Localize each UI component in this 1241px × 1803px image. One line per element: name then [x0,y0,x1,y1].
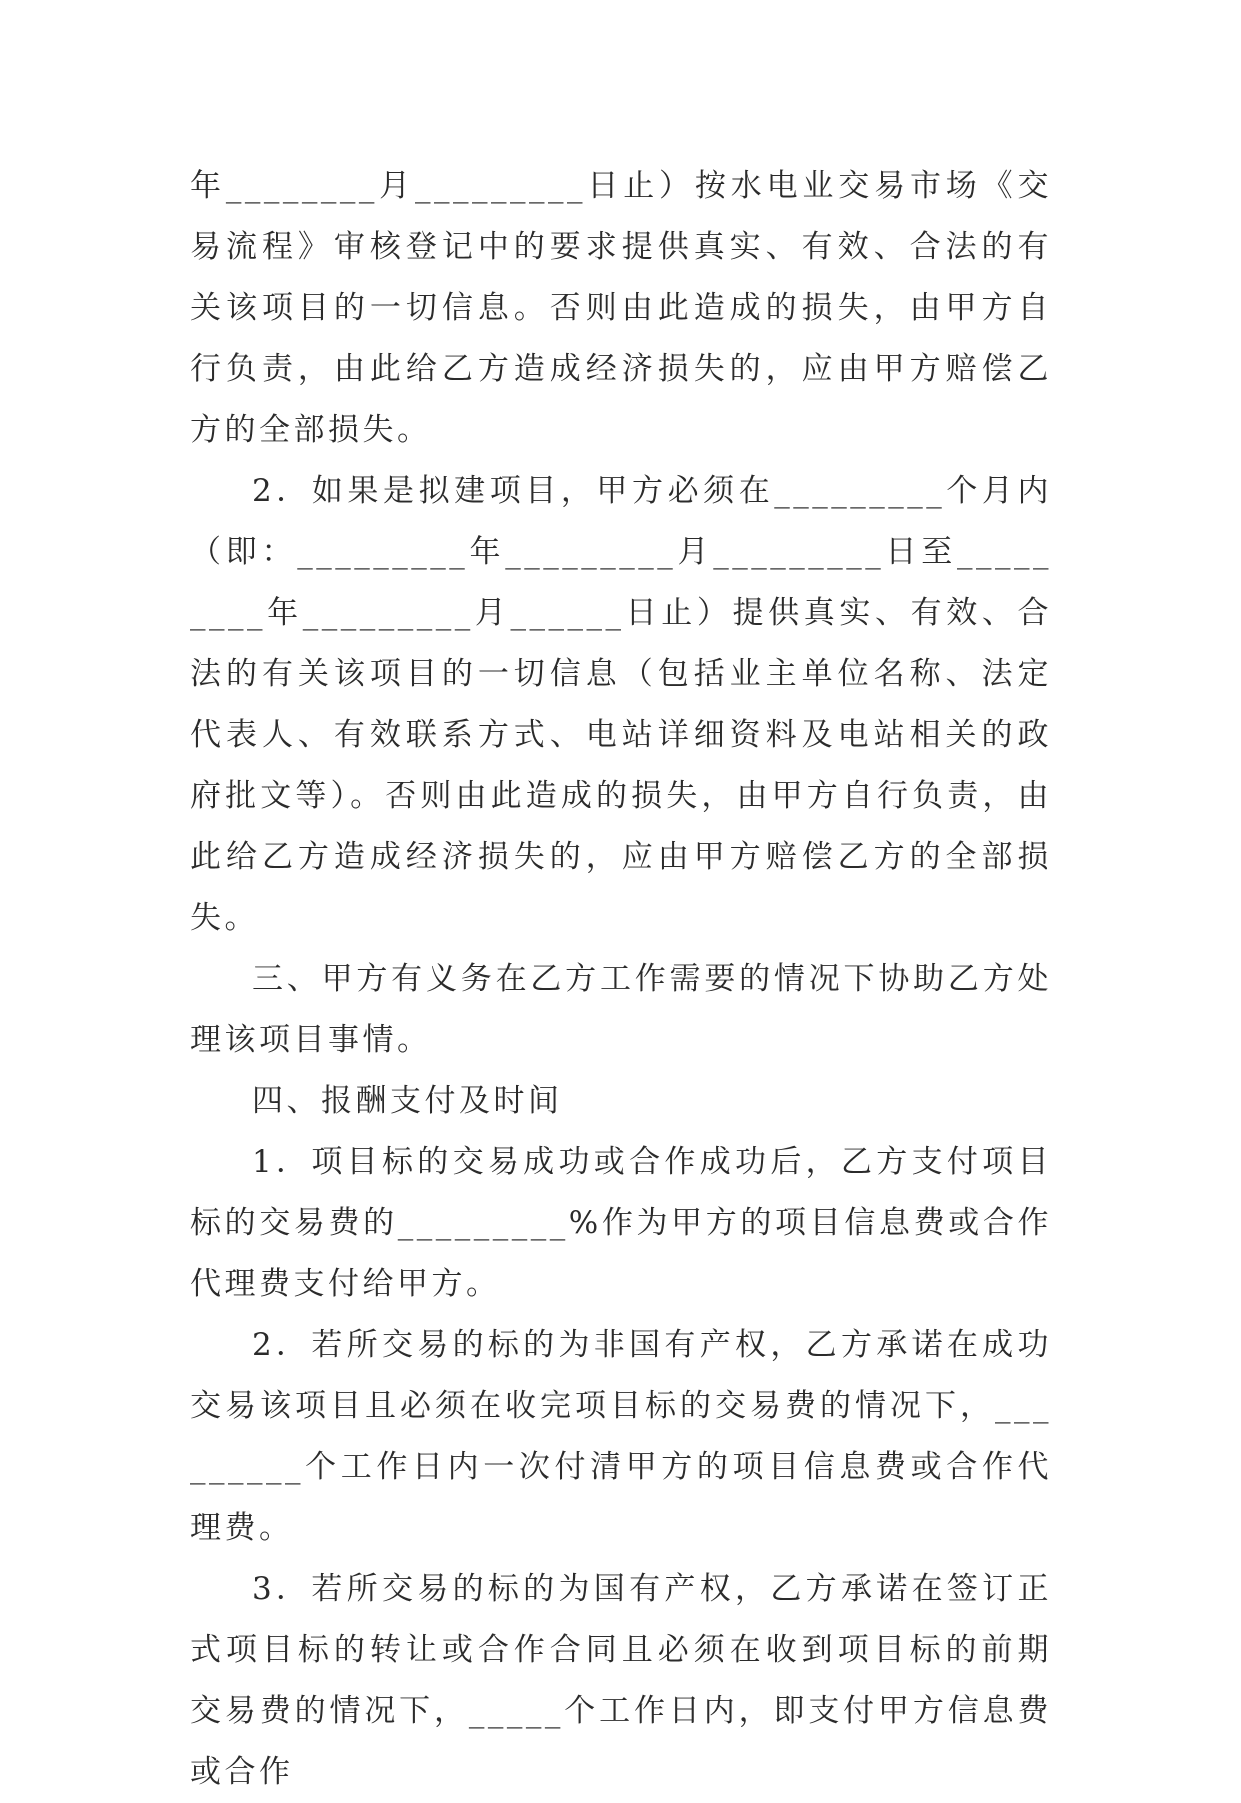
document-body [190,156,1052,1803]
paragraph-payment-3: 3．若所交易的标的为国有产权，乙方承诺在签订正式项目标的转让或合作合同且必须在收到项目标的前期交易费的情况下，_____个工作日内，即支付甲方信息费或合作 [190,1571,1052,1790]
paragraph-section-3: 三、甲方有义务在乙方工作需要的情况下协助乙方处理该项目事情。 [190,961,1052,1058]
paragraph-item-2-proposed-project: 2．如果是拟建项目，甲方必须在_________个月内（即：_________年_________月_________日至_________年_________月______日止）提供真实、有效、合法的有关该项目的一切信息（包括业主单位名称、法定代表人、有效联系方式、电站详细资料及电站相关的政府批文等）。否则由此造成的损失，由甲方自行负责，由此给乙方造成经济损失的，应由甲方赔偿乙方的全部损失。 [190,473,1052,936]
paragraph-payment-2: 2．若所交易的标的为非国有产权，乙方承诺在成功交易该项目且必须在收完项目标的交易费的情况下，_________个工作日内一次付清甲方的项目信息费或合作代理费。 [190,1327,1052,1546]
section-heading-4: 四、报酬支付及时间 [252,1083,563,1119]
paragraph-payment-1: 1．项目标的交易成功或合作成功后，乙方支付项目标的交易费的_________%作为甲方的项目信息费或合作代理费支付给甲方。 [190,1144,1052,1302]
paragraph-continuation: 年________月_________日止）按水电业交易市场《交易流程》审核登记中的要求提供真实、有效、合法的有关该项目的一切信息。否则由此造成的损失，由甲方自行负责，由此给乙方造成经济损失的，应由甲方赔偿乙方的全部损失。 [190,168,1052,448]
